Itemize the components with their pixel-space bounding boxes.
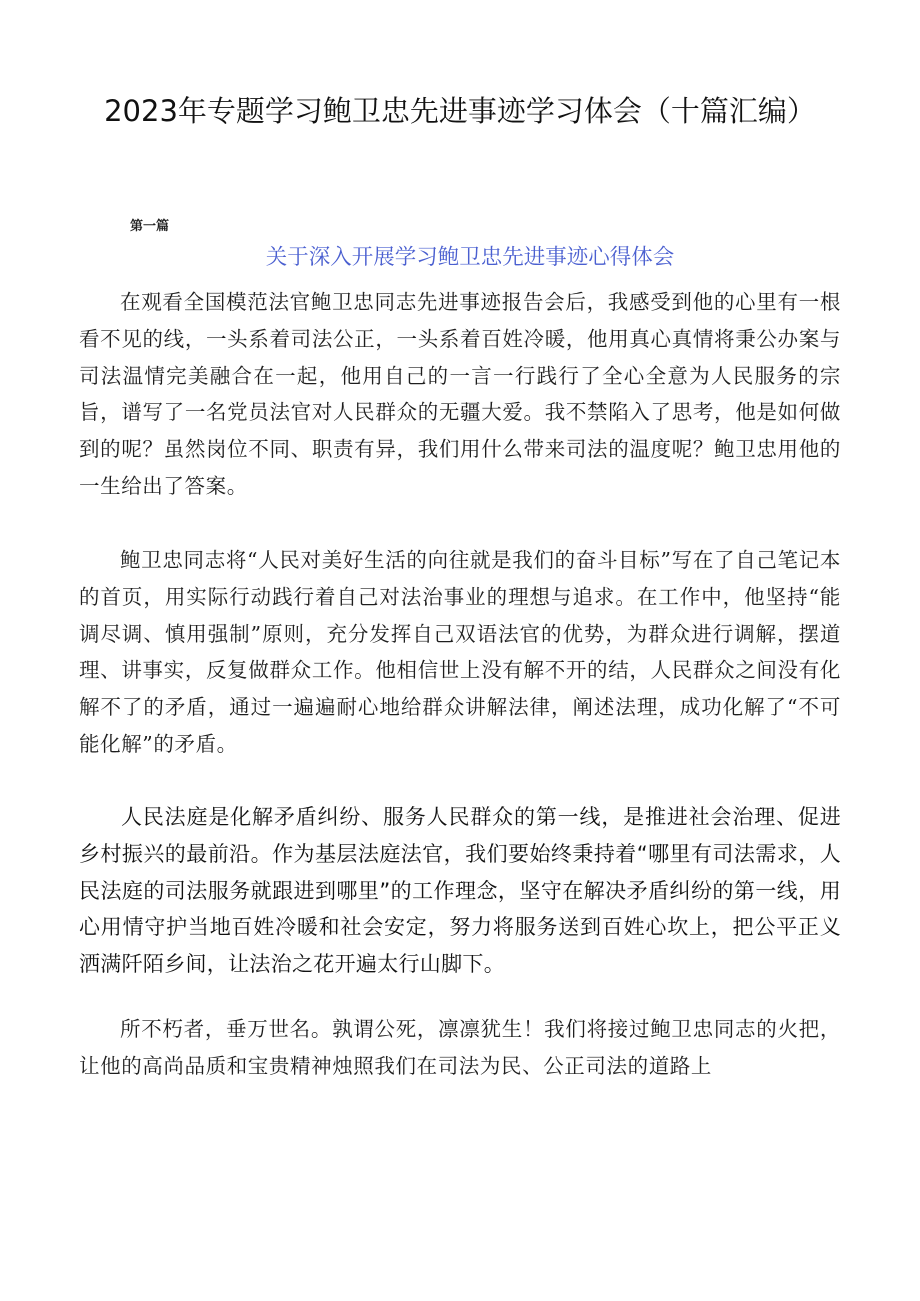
paragraph-4: 所不朽者，垂万世名。孰谓公死，凛凛犹生！我们将接过鲍卫忠同志的火把，让他的高尚品质和宝贵精神烛照我们在司法为民、公正司法的道路上 <box>79 1017 841 1078</box>
paragraph-2: 鲍卫忠同志将“人民对美好生活的向往就是我们的奋斗目标”写在了自己笔记本的首页，用实际行动践行着自己对法治事业的理想与追求。在工作中，他坚持“能调尽调、慎用强制”原则，充分发挥自己双语法官的优势，为群众进行调解，摆道理、讲事实，反复做群众工作。他相信世上没有解不开的结，人民群众之间没有化解不了的矛盾，通过一遍遍耐心地给群众讲解法律，阐述法理，成功化解了“不可能化解”的矛盾。 <box>79 548 841 756</box>
section-heading: 关于深入开展学习鲍卫忠先进事迹心得体会 <box>265 245 675 270</box>
document-title: 2023年专题学习鲍卫忠先进事迹学习体会（十篇汇编） <box>104 94 816 128</box>
section-label: 第一篇 <box>130 219 170 234</box>
paragraph-1: 在观看全国模范法官鲍卫忠同志先进事迹报告会后，我感受到他的心里有一根看不见的线，一头系着司法公正，一头系着百姓冷暖，他用真心真情将秉公办案与司法温情完美融合在一起，他用自己的一言一行践行了全心全意为人民服务的宗旨，谱写了一名党员法官对人民群众的无疆大爱。我不禁陷入了思考，他是如何做到的呢？虽然岗位不同、职责有异，我们用什么带来司法的温度呢？鲍卫忠用他的一生给出了答案。 <box>79 290 841 498</box>
paragraph-3: 人民法庭是化解矛盾纠纷、服务人民群众的第一线，是推进社会治理、促进乡村振兴的最前沿。作为基层法庭法官，我们要始终秉持着“哪里有司法需求，人民法庭的司法服务就跟进到哪里”的工作理念，坚守在解决矛盾纠纷的第一线，用心用情守护当地百姓冷暖和社会安定，努力将服务送到百姓心坎上，把公平正义洒满阡陌乡间，让法治之花开遍太行山脚下。 <box>79 805 841 977</box>
